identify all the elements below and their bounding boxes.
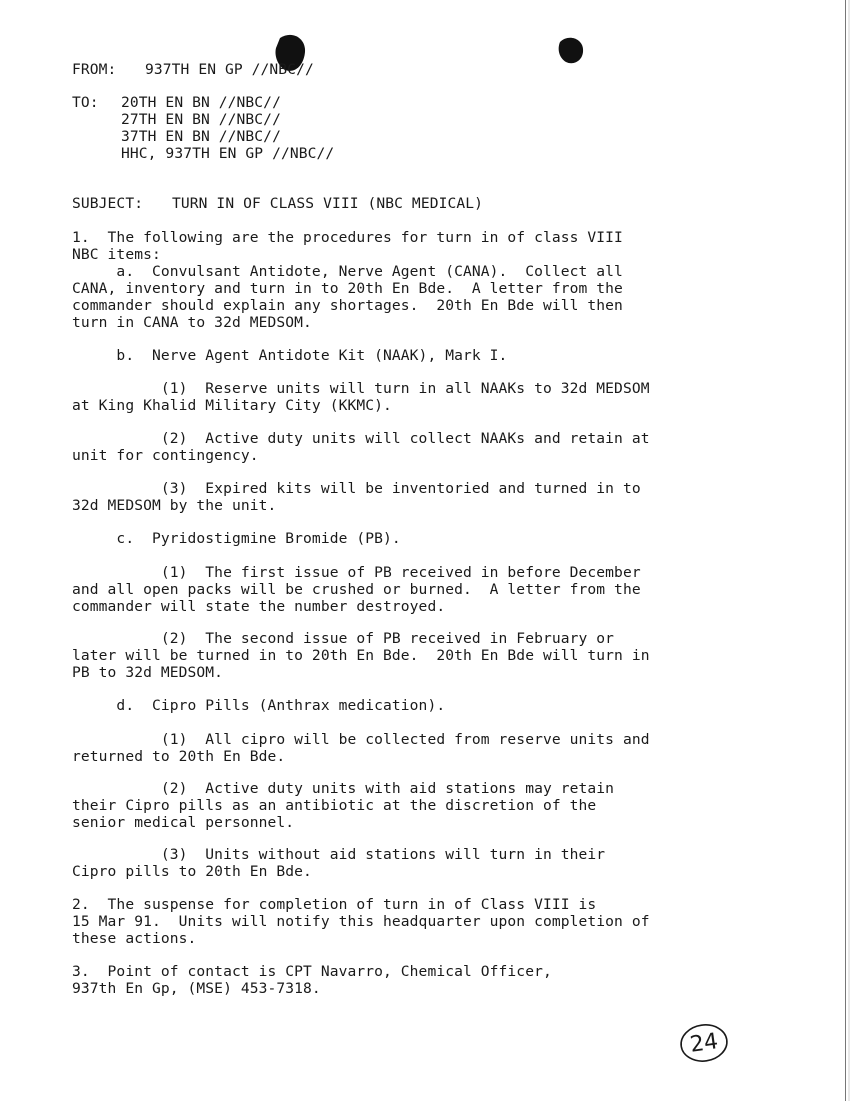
item-c2-line: PB to 32d MEDSOM. bbox=[72, 664, 224, 681]
to-line: 37TH EN BN //NBC// bbox=[121, 128, 281, 145]
item-c2-line: later will be turned in to 20th En Bde. 20th En Bde will turn in bbox=[72, 647, 650, 664]
item-b2-line: unit for contingency. bbox=[72, 447, 259, 464]
item-d2-line: (2) Active duty units with aid stations may retain bbox=[72, 780, 615, 797]
from-label: FROM: bbox=[72, 61, 117, 78]
item-d1-line: returned to 20th En Bde. bbox=[72, 748, 286, 765]
subparagraph-a-line: commander should explain any shortages. 20th En Bde will then bbox=[72, 297, 623, 314]
subparagraph-a-line: a. Convulsant Antidote, Nerve Agent (CANA). Collect all bbox=[72, 263, 623, 280]
item-b1-line: at King Khalid Military City (KKMC). bbox=[72, 397, 392, 414]
paragraph-2-line: these actions. bbox=[72, 930, 197, 947]
subparagraph-c-heading: c. Pyridostigmine Bromide (PB). bbox=[72, 530, 401, 547]
to-line: 20TH EN BN //NBC// bbox=[121, 94, 281, 111]
item-d3-line: Cipro pills to 20th En Bde. bbox=[72, 863, 312, 880]
paragraph-3-line: 3. Point of contact is CPT Navarro, Chemical Officer, bbox=[72, 963, 552, 980]
item-c2-line: (2) The second issue of PB received in February or bbox=[72, 630, 615, 647]
subparagraph-a-line: CANA, inventory and turn in to 20th En Bde. A letter from the bbox=[72, 280, 623, 297]
subparagraph-a-line: turn in CANA to 32d MEDSOM. bbox=[72, 314, 312, 331]
paragraph-1-line: 1. The following are the procedures for turn in of class VIII bbox=[72, 229, 623, 246]
subject-label: SUBJECT: bbox=[72, 195, 144, 212]
punch-hole-mark bbox=[556, 34, 586, 66]
subparagraph-d-heading: d. Cipro Pills (Anthrax medication). bbox=[72, 697, 446, 714]
paragraph-2-line: 2. The suspense for completion of turn in of Class VIII is bbox=[72, 896, 597, 913]
item-c1-line: (1) The first issue of PB received in before December bbox=[72, 564, 641, 581]
item-d2-line: their Cipro pills as an antibiotic at the discretion of the bbox=[72, 797, 597, 814]
page-number-text: 24 bbox=[688, 1028, 720, 1058]
to-label: TO: bbox=[72, 94, 99, 111]
page-edge-line bbox=[845, 0, 846, 1101]
to-line: HHC, 937TH EN GP //NBC// bbox=[121, 145, 335, 162]
item-c1-line: and all open packs will be crushed or burned. A letter from the bbox=[72, 581, 641, 598]
item-d2-line: senior medical personnel. bbox=[72, 814, 295, 831]
item-c1-line: commander will state the number destroyed. bbox=[72, 598, 446, 615]
subparagraph-b-heading: b. Nerve Agent Antidote Kit (NAAK), Mark I. bbox=[72, 347, 508, 364]
item-d3-line: (3) Units without aid stations will turn in their bbox=[72, 846, 606, 863]
page-number bbox=[679, 1022, 729, 1064]
item-d1-line: (1) All cipro will be collected from reserve units and bbox=[72, 731, 650, 748]
item-b3-line: (3) Expired kits will be inventoried and turned in to bbox=[72, 480, 641, 497]
from-value: 937TH EN GP //NBC// bbox=[145, 61, 314, 78]
paragraph-2-line: 15 Mar 91. Units will notify this headquarter upon completion of bbox=[72, 913, 650, 930]
subject-value: TURN IN OF CLASS VIII (NBC MEDICAL) bbox=[172, 195, 484, 212]
item-b1-line: (1) Reserve units will turn in all NAAKs to 32d MEDSOM bbox=[72, 380, 650, 397]
item-b2-line: (2) Active duty units will collect NAAKs and retain at bbox=[72, 430, 650, 447]
to-line: 27TH EN BN //NBC// bbox=[121, 111, 281, 128]
paragraph-3-line: 937th En Gp, (MSE) 453-7318. bbox=[72, 980, 321, 997]
item-b3-line: 32d MEDSOM by the unit. bbox=[72, 497, 277, 514]
paragraph-1-line: NBC items: bbox=[72, 246, 161, 263]
